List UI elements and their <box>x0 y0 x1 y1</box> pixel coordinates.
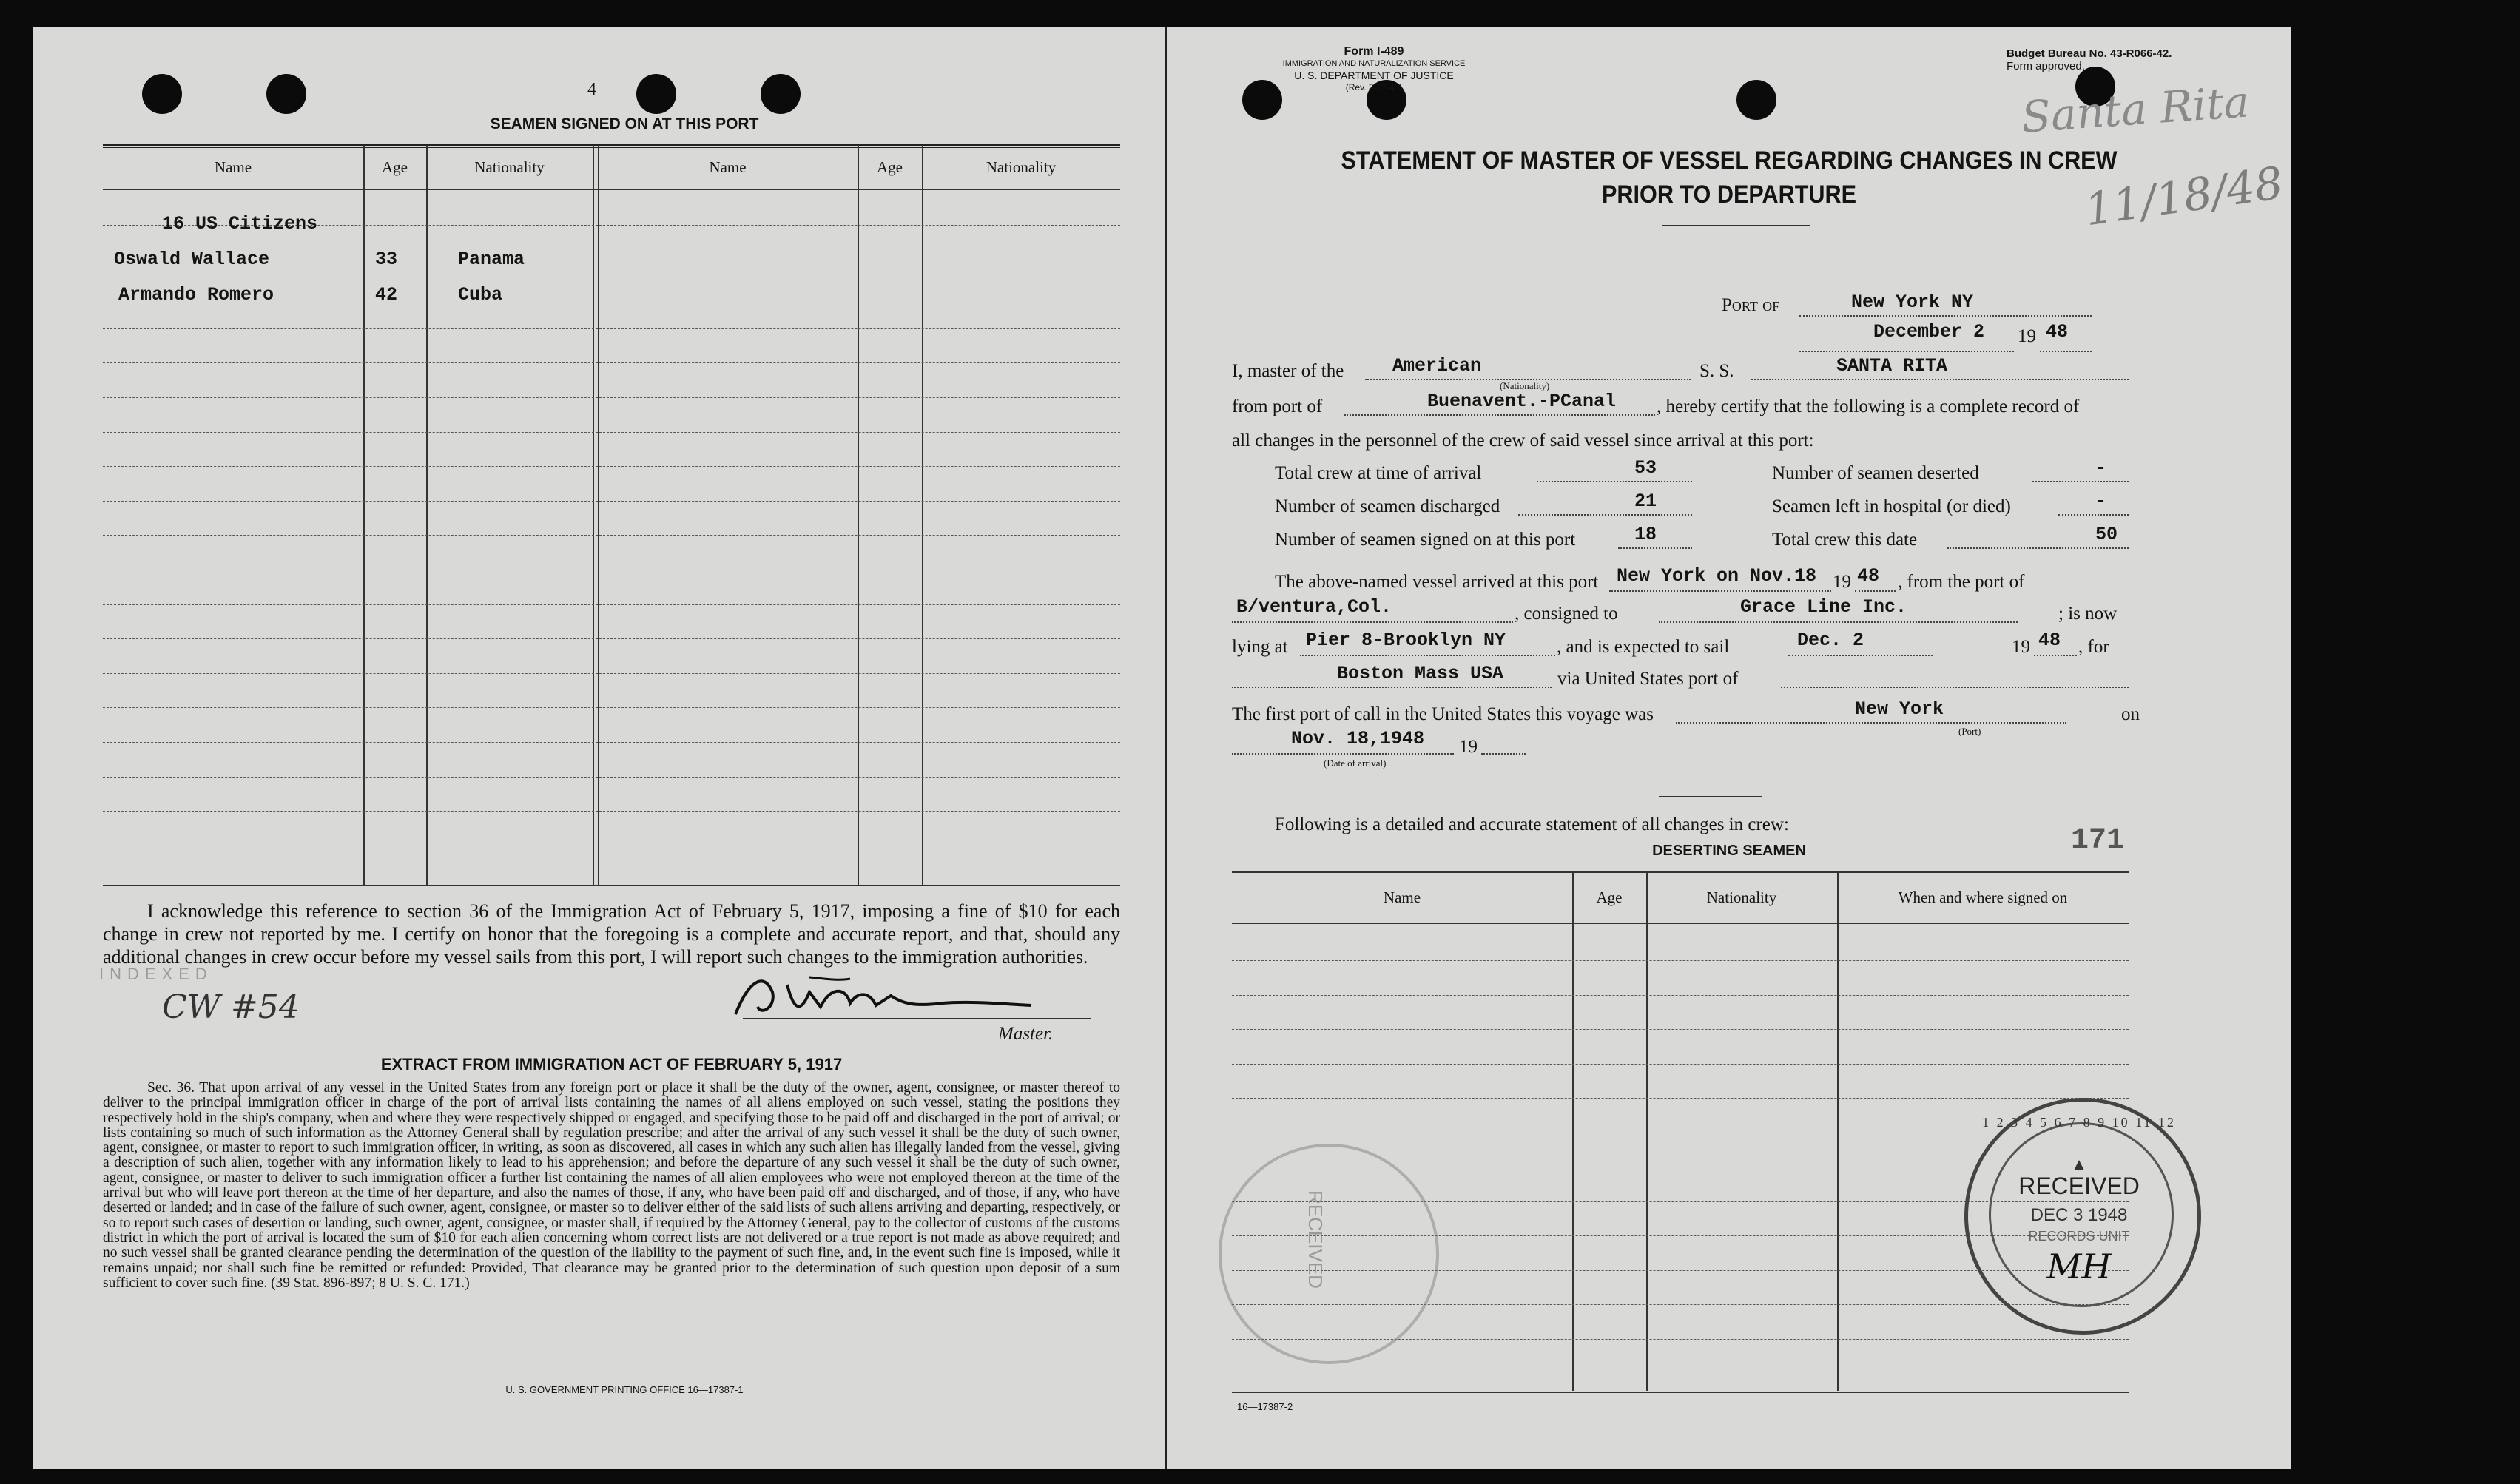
nationality-caption: (Nationality) <box>1500 380 1550 391</box>
table-row-name: Oswald Wallace <box>114 249 270 270</box>
header-age: Age <box>1596 888 1623 906</box>
extract-title: EXTRACT FROM IMMIGRATION ACT OF FEBRUARY 5, 1917 <box>380 1055 843 1073</box>
handwritten-date: 11/18/48 <box>2081 157 2287 237</box>
master-of-label: I, master of the <box>1232 361 1344 381</box>
table-rule <box>103 466 1120 467</box>
handwritten-note: CW #54 <box>162 988 300 1026</box>
hospital-value: - <box>2095 490 2107 512</box>
left-page <box>33 27 1165 1469</box>
vessel-nationality: American <box>1392 355 1482 377</box>
arrived-year: 48 <box>1857 565 1880 587</box>
table-rule <box>103 362 1120 363</box>
port-of-label: Port of <box>1722 295 1780 315</box>
section-36-text: Sec. 36. That upon arrival of any vessel in the United States from any foreign port or place it shall be the duty of the owner, agent, consignee, or master thereof to deliver to the principal immigration officer in charge of the port of arrival lists containing the names of all aliens employed on such vessel, stating the positions they respectively hold in the ship's company, when and where they were respectively shipped or engaged, and specifying those to be paid off and discharged in the port of arrival; or lists containing so much of such information as the Attorney General shall by regulation prescribe; and after the arrival of any such vessel it shall be the duty of such owner, agent, consignee, or master to report to such immigration officer, in writing, as soon as discovered, all cases in which any such alien has illegally landed from the vessel, giving a description of such alien, together with any information likely to lead to his apprehension; and before the departure of any such vessel it shall be the duty of such owner, agent, consignee, or master to deliver to such immigration officer a further list containing the names of all alien employees who were not employed thereon at the time of the arrival but who will leave port thereon at the time of her departure, and also the names of those, if any, who have been paid off and discharged, and of those, if any, who have deserted or landed; and in case of the failure of such owner, agent, consignee, or master so to deliver either of the said lists of such aliens arriving and departing, respectively, or so to report such cases of desertion or landing, such owner, agent, consignee, or master shall, if required by the Attorney General, pay to the collector of customs of the customs district in which the port of arrival is located the sum of $10 for each alien concerning whom correct lists are not delivered or a true report is not made as above required; and no such vessel shall be granted clearance pending the determination of the question of the liability to the payment of such fine, and, in the event such fine is imposed, while it remains unpaid; nor shall such fine be remitted or refunded: Provided, That clearance may be granted prior to the determination of such question upon deposit of a sum sufficient to cover such fine. (39 Stat. 896-897; 8 U. S. C. 171.) <box>103 1080 1120 1291</box>
indexed-stamp: INDEXED <box>99 965 213 983</box>
stamp-received: RECEIVED <box>2018 1173 2140 1199</box>
destination-value: Boston Mass USA <box>1337 663 1504 684</box>
hospital-label: Seamen left in hospital (or died) <box>1772 496 2011 516</box>
deserted-label: Number of seamen deserted <box>1772 463 1979 483</box>
punch-hole <box>761 74 801 114</box>
from-port-of-label: , from the port of <box>1898 572 2025 592</box>
changes-text: all changes in the personnel of the crew of said vessel since arrival at this port: <box>1232 431 1814 451</box>
printer-line: 16—17387-2 <box>1237 1401 1293 1412</box>
ship-name: SANTA RITA <box>1836 355 1948 377</box>
deserting-seamen-title: DESERTING SEAMEN <box>1652 843 1806 859</box>
following-text: Following is a detailed and accurate statement of all changes in crew: <box>1275 814 1789 834</box>
acknowledgement-text: I acknowledge this reference to section 36 of the Immigration Act of February 5, 1917, imposing a fine of $10 for each change in crew not reported by me. I certify on honor that the foregoing is a complete and accurate report, and that, should any additional changes in crew occur before my vessel sails from this port, I will report such changes to the immigration authorities. <box>103 900 1120 968</box>
deserted-value: - <box>2095 457 2107 479</box>
signed-on-label: Number of seamen signed on at this port <box>1275 530 1576 550</box>
table-rule <box>103 707 1120 708</box>
form-title <box>1223 144 2235 212</box>
printer-line: U. S. GOVERNMENT PRINTING OFFICE 16—17387-1 <box>505 1384 744 1395</box>
port-of-value: New York NY <box>1851 291 1974 313</box>
arrival-date-value: Nov. 18,1948 <box>1291 728 1425 749</box>
total-date-value: 50 <box>2095 524 2118 545</box>
arrival-date-caption: (Date of arrival) <box>1324 758 1387 769</box>
port-caption: (Port) <box>1958 726 1981 737</box>
lying-at-value: Pier 8-Brooklyn NY <box>1306 630 1506 651</box>
table-row-name: 16 US Citizens <box>162 213 318 235</box>
page-number: 4 <box>587 80 596 99</box>
expected-label: , and is expected to sail <box>1557 637 1730 657</box>
table-row-age: 33 <box>375 249 398 270</box>
consignee-value: Grace Line Inc. <box>1740 596 1907 618</box>
table-rule <box>103 432 1120 433</box>
revision-date: (Rev. 3-22-45) <box>1345 82 1403 92</box>
form-title-line2: PRIOR TO DEPARTURE <box>1602 181 1856 209</box>
header-name: Name <box>709 158 747 176</box>
total-arrival-value: 53 <box>1634 457 1657 479</box>
stamp-numbers: 1 2 3 4 5 6 7 8 9 10 11 12 <box>1982 1115 2176 1130</box>
for-label: , for <box>2078 637 2109 657</box>
total-date-label: Total crew this date <box>1772 530 1918 550</box>
signed-on-title: SEAMEN SIGNED ON AT THIS PORT <box>490 115 759 132</box>
first-port-value: New York <box>1855 698 1944 720</box>
ss-label: S. S. <box>1699 361 1734 381</box>
date-year-prefix: 19 <box>2018 326 2036 346</box>
arrived-year-prefix: 19 <box>1833 572 1851 592</box>
stamp-initials: MH <box>2046 1247 2112 1286</box>
table-rule <box>103 742 1120 743</box>
table-rule <box>103 811 1120 812</box>
punch-hole <box>142 74 182 114</box>
budget-info <box>2007 47 2172 72</box>
from-port-label: from port of <box>1232 397 1323 416</box>
total-arrival-label: Total crew at time of arrival <box>1275 463 1482 483</box>
first-port-label: The first port of call in the United States this voyage was <box>1232 704 1654 724</box>
arrived-value: New York on Nov.18 <box>1617 565 1817 587</box>
faded-records-stamp <box>1219 1144 1439 1364</box>
sail-year: 48 <box>2038 630 2061 651</box>
punch-hole <box>636 74 676 114</box>
table-rule <box>1232 1098 2129 1099</box>
table-row-nationality: Panama <box>458 249 525 270</box>
from-port-value: Buenavent.-PCanal <box>1427 391 1617 412</box>
table-rule <box>1232 995 2129 996</box>
table-rule <box>1232 960 2129 961</box>
table-rule <box>103 328 1120 329</box>
file-number: 171 <box>2071 824 2125 857</box>
table-rule <box>103 673 1120 674</box>
on-label: on <box>2121 704 2140 724</box>
form-approved: Form approved. <box>2007 60 2085 72</box>
header-age: Age <box>877 158 903 176</box>
sail-year-prefix: 19 <box>2012 637 2030 657</box>
header-nationality: Nationality <box>474 158 545 176</box>
table-rule <box>103 604 1120 605</box>
header-when-where: When and where signed on <box>1898 888 2068 906</box>
stamp-date: DEC 3 1948 <box>2030 1205 2128 1225</box>
arrival-year-prefix: 19 <box>1459 737 1478 757</box>
header-nationality: Nationality <box>1706 888 1777 906</box>
origin-port: B/ventura,Col. <box>1236 596 1392 618</box>
table-row-name: Armando Romero <box>118 284 274 306</box>
handwritten-ship-name: Santa Rita <box>2020 76 2251 143</box>
stamp-unit: RECORDS UNIT <box>2028 1229 2130 1244</box>
department-name: U. S. DEPARTMENT OF JUSTICE <box>1294 70 1454 81</box>
budget-number: Budget Bureau No. 43-R066-42. <box>2007 47 2172 60</box>
table-rule <box>1232 1064 2129 1065</box>
sail-date: Dec. 2 <box>1797 630 1864 651</box>
received-stamp: 1 2 3 4 5 6 7 8 9 10 11 12 ▲ RECEIVED DEC 3 1948 RECORDS UNIT MH <box>1964 1098 2201 1335</box>
punch-hole <box>1736 80 1776 120</box>
table-row-age: 42 <box>375 284 398 306</box>
certify-text: , hereby certify that the following is a complete record of <box>1657 397 2080 416</box>
lying-at-label: lying at <box>1232 637 1288 657</box>
faded-stamp-text: RECEIVED <box>1304 1190 1327 1289</box>
discharged-label: Number of seamen discharged <box>1275 496 1500 516</box>
table-rule <box>103 501 1120 502</box>
table-rule <box>103 638 1120 639</box>
form-title-line1: STATEMENT OF MASTER OF VESSEL REGARDING CHANGES IN CREW <box>1341 146 2118 175</box>
punch-hole <box>266 74 306 114</box>
is-now-label: ; is now <box>2058 604 2118 624</box>
date-year: 48 <box>2046 321 2069 343</box>
table-rule <box>103 535 1120 536</box>
header-age: Age <box>382 158 408 176</box>
header-name: Name <box>1383 888 1421 906</box>
master-label: Master. <box>998 1024 1054 1044</box>
header-name: Name <box>214 158 252 176</box>
table-row-nationality: Cuba <box>458 284 503 306</box>
date-value: December 2 <box>1873 321 1985 343</box>
via-label: via United States port of <box>1557 669 1739 689</box>
table-rule <box>1232 1029 2129 1030</box>
arrived-label: The above-named vessel arrived at this port <box>1275 572 1599 592</box>
header-nationality: Nationality <box>986 158 1057 176</box>
form-number: Form I-489 <box>1344 45 1404 58</box>
table-rule <box>103 777 1120 778</box>
agency-name: IMMIGRATION AND NATURALIZATION SERVICE <box>1282 59 1466 68</box>
consigned-label: , consigned to <box>1515 604 1618 624</box>
table-rule <box>103 397 1120 398</box>
right-page <box>1165 27 2291 1469</box>
discharged-value: 21 <box>1634 490 1657 512</box>
signed-on-value: 18 <box>1634 524 1657 545</box>
form-header <box>1211 46 1537 93</box>
